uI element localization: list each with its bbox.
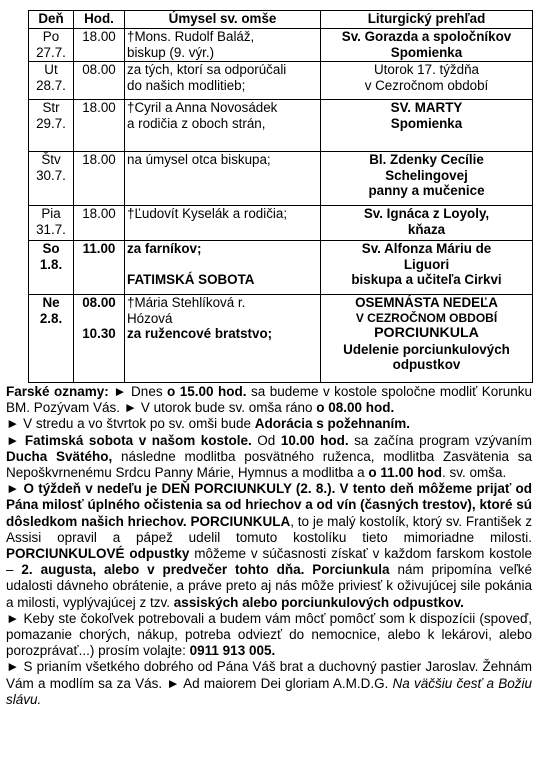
umysel-line: za farníkov; xyxy=(127,241,202,256)
lit-line: SV. MARTY xyxy=(390,100,463,115)
day-name: Štv xyxy=(41,152,61,167)
umysel-cell xyxy=(125,152,321,206)
announcement-paragraph xyxy=(6,416,532,432)
announcements-heading: Farské oznamy: xyxy=(6,384,109,399)
day-cell xyxy=(29,241,74,295)
day-name: So xyxy=(42,241,60,256)
umysel-line: †Ľudovít Kyselák a rodičia; xyxy=(127,206,288,221)
text-span: PORCIUNKULOVÉ odpustky xyxy=(6,546,190,562)
hod-time: 18.00 xyxy=(82,206,116,221)
umysel-line: †Mons. Rudolf Baláž, xyxy=(127,29,255,44)
hod-cell xyxy=(74,100,125,152)
text-span: o 15.00 hod. xyxy=(167,384,247,399)
table-row xyxy=(29,62,533,100)
header-umysel: Úmysel sv. omše xyxy=(125,11,321,29)
text-span: 2. augusta, alebo v predvečer tohto dňa. xyxy=(21,562,305,578)
header-hod: Hod. xyxy=(74,11,125,29)
umysel-cell xyxy=(125,62,321,100)
umysel-line: za ružencové bratstvo; xyxy=(127,326,273,341)
lit-line: Utorok 17. týždňa xyxy=(374,62,479,77)
day-name: Po xyxy=(42,29,60,44)
day-name: Str xyxy=(42,100,60,115)
text-span: ► O týždeň v nedeľu je DEŇ PORCIUNKULY (2. 8.). V tento deň môžeme prijať od Pána milosť úplného očistenia sa od hriechov a od vín (časných trestov), ktoré sú dôsledkom našich hriechov. PORCIUNKULA xyxy=(6,481,532,529)
lit-line: Spomienka xyxy=(390,115,463,131)
text-span: Adorácia s požehnaním. xyxy=(254,416,411,432)
lit-line: Spomienka xyxy=(390,44,463,60)
umysel-line: †Mária Stehlíková r. xyxy=(127,295,246,310)
lit-line: Udelenie porciunkulových xyxy=(343,341,510,357)
hod-time: 08.00 xyxy=(82,62,116,77)
lit-cell xyxy=(321,241,533,295)
day-date: 28.7. xyxy=(36,77,66,93)
hod-time: 08.00 xyxy=(82,295,116,310)
lit-line: Sv. Alfonza Máriu de xyxy=(361,241,492,256)
umysel-line: a rodičia z oboch strán, xyxy=(127,115,266,131)
lit-line: Schelingovej xyxy=(385,167,468,183)
day-date: 1.8. xyxy=(39,256,63,272)
lit-line: v Cezročnom období xyxy=(364,77,489,93)
day-name: Ut xyxy=(44,62,58,77)
text-span: , to je malý kostolík, ktorý sv. František z Assisi opravil a pápež udelil tomuto kostolíku tieto mimoriadne milosti. xyxy=(6,513,532,545)
day-cell xyxy=(29,206,74,241)
table-row xyxy=(29,29,533,62)
lit-line: PORCIUNKULA xyxy=(374,325,479,341)
header-lit: Liturgický prehľad xyxy=(321,11,533,29)
text-span: 10.00 hod. xyxy=(280,432,349,448)
umysel-cell xyxy=(125,295,321,383)
announcement-paragraph xyxy=(6,384,532,416)
hod-time: 18.00 xyxy=(82,29,116,44)
day-date: 30.7. xyxy=(36,167,66,183)
text-span: ► V stredu a vo štvrtok po sv. omši bude xyxy=(6,416,255,432)
text-span: o 11.00 hod xyxy=(368,465,442,481)
hod-cell xyxy=(74,62,125,100)
hod-time: 18.00 xyxy=(82,152,116,167)
lit-line: biskupa a učiteľa Cirkvi xyxy=(351,272,502,287)
text-span: ► xyxy=(6,432,25,448)
day-cell xyxy=(29,100,74,152)
lit-cell xyxy=(321,100,533,152)
umysel-line: †Cyril a Anna Novosádek xyxy=(127,100,278,115)
lit-cell xyxy=(321,62,533,100)
day-cell xyxy=(29,295,74,383)
day-name: Pia xyxy=(41,206,61,221)
hod-cell xyxy=(74,241,125,295)
table-row xyxy=(29,100,533,152)
hod-cell xyxy=(74,29,125,62)
table-row xyxy=(29,241,533,295)
text-span: Ducha Svätého, xyxy=(6,448,113,464)
text-span: o 08.00 hod. xyxy=(316,400,395,416)
day-date: 2.8. xyxy=(39,310,63,326)
umysel-cell xyxy=(125,241,321,295)
announcements xyxy=(6,384,532,708)
lit-line: Sv. Ignáca z Loyoly, xyxy=(363,206,490,221)
day-date: 27.7. xyxy=(36,44,66,60)
lit-line: Liguori xyxy=(403,256,450,272)
lit-line: OSEMNÁSTA NEDEĽA xyxy=(355,295,498,310)
table-row xyxy=(29,206,533,241)
hod-time: 11.00 xyxy=(82,241,116,256)
text-span: Od xyxy=(251,432,281,448)
umysel-line: na úmysel otca biskupa; xyxy=(127,152,271,167)
day-cell xyxy=(29,152,74,206)
lit-line: V CEZROČNOM OBDOBÍ xyxy=(355,310,498,325)
announcement-paragraph xyxy=(6,433,532,482)
text-span: . sv. omša. xyxy=(441,465,507,481)
hod-cell xyxy=(74,152,125,206)
table-header-row xyxy=(29,11,533,29)
lit-line: panny a mučenice xyxy=(368,183,485,198)
lit-line: Bl. Zdenky Cecílie xyxy=(369,152,484,167)
umysel-line: za tých, ktorí sa odporúčali xyxy=(127,62,287,77)
umysel-line: do našich modlitieb; xyxy=(127,77,246,93)
text-span: nám pripomína veľké udalosti dávneho obrátenie, a práve preto aj nás môže priviesť k oživujúcej sile pokánia a milosti, vyplývajúcej z tzv. xyxy=(6,562,533,610)
table-row xyxy=(29,152,533,206)
announcement-paragraph xyxy=(6,659,532,708)
text-span: ► Dnes xyxy=(108,384,168,399)
text-span: sa začína program vzývaním xyxy=(348,432,532,448)
text-span: ► Keby ste čokoľvek potrebovali a budem vám môcť pomôcť som k dispozícii (spoveď, pomazanie chorých, nákup, potreba odviezť do nemocnice, alebo k lekárovi, alebo porozprávať...) prosím volajte: xyxy=(6,610,532,659)
text-span: Na väčšiu česť a Božiu slávu. xyxy=(6,675,532,707)
lit-line: kňaza xyxy=(407,221,446,237)
text-span: sa budeme v kostole spoločne modliť Korunku BM. Pozývam Vás. ► V utorok bude sv. omša ráno xyxy=(6,384,532,416)
lit-line: odpustkov xyxy=(392,357,461,372)
text-span: následne modlitba posvätného ruženca, modlitba Zasvätenia sa Nepoškvrnenému Srdcu Panny Márie, Hymnus a modlitba a xyxy=(6,448,532,481)
lit-cell xyxy=(321,206,533,241)
schedule-table xyxy=(28,10,533,383)
announcement-paragraph xyxy=(6,481,532,611)
lit-line: Sv. Gorazda a spoločníkov xyxy=(341,29,512,44)
text-span: assiských alebo porciunkulových odpustkov. xyxy=(173,594,464,610)
day-name: Ne xyxy=(42,295,60,310)
hod-time: 10.30 xyxy=(82,326,116,341)
text-span: ► S prianím všetkého dobrého od Pána Váš brat a duchovný pastier Jaroslav. Žehnám Vám a modlím sa za Vás. ► Ad maiorem Dei gloriam A.M.D.G. xyxy=(6,659,532,691)
day-cell xyxy=(29,62,74,100)
announcement-paragraph xyxy=(6,611,532,660)
header-day: Deň xyxy=(29,11,74,29)
lit-cell xyxy=(321,152,533,206)
umysel-line: Hózová xyxy=(127,310,173,326)
hod-time: 18.00 xyxy=(82,100,116,115)
text-span: môžeme v súčasnosti získať v každom farskom kostole – xyxy=(6,546,532,578)
umysel-line: biskup (9. výr.) xyxy=(127,44,215,60)
hod-cell xyxy=(74,206,125,241)
hod-cell xyxy=(74,295,125,383)
umysel-cell xyxy=(125,29,321,62)
table-row xyxy=(29,295,533,383)
day-date: 29.7. xyxy=(36,115,66,131)
text-span: Porciunkula xyxy=(312,562,390,578)
umysel-cell xyxy=(125,100,321,152)
day-date: 31.7. xyxy=(36,221,66,237)
lit-cell xyxy=(321,295,533,383)
umysel-line: FATIMSKÁ SOBOTA xyxy=(127,272,255,287)
text-span: Fatimská sobota v našom kostole. xyxy=(24,432,252,448)
umysel-cell xyxy=(125,206,321,241)
day-cell xyxy=(29,29,74,62)
phone-number: 0911 913 005. xyxy=(189,643,276,659)
lit-cell xyxy=(321,29,533,62)
